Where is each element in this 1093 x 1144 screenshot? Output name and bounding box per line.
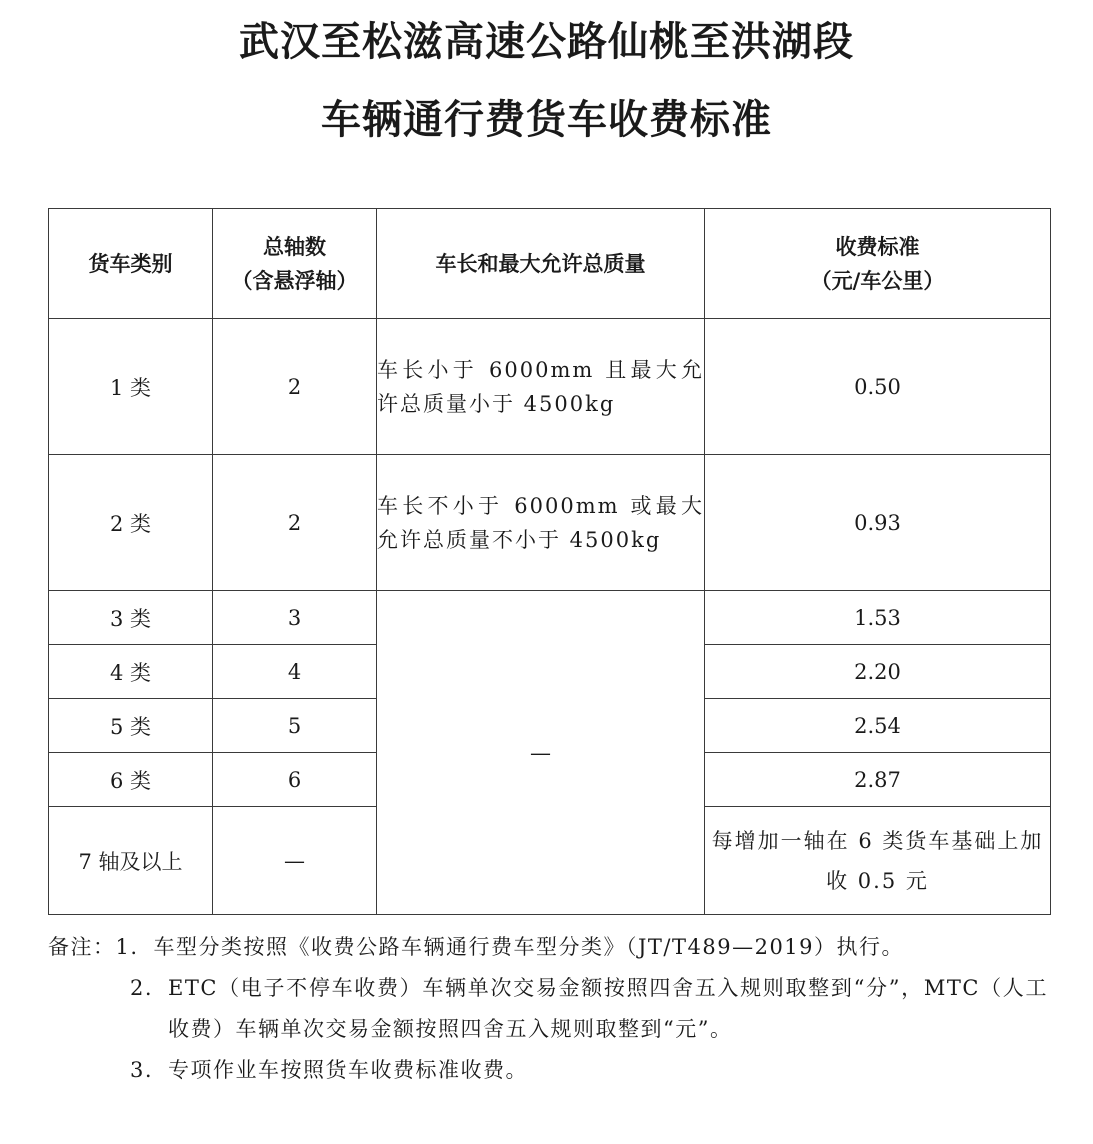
- cell-category: 3 类: [49, 591, 213, 645]
- cell-category: 1 类: [49, 319, 213, 455]
- header-axles: 总轴数 （含悬浮轴）: [213, 209, 377, 319]
- note-number: 3.: [130, 1058, 154, 1082]
- cell-category: 6 类: [49, 753, 213, 807]
- cell-rate: 0.93: [705, 455, 1051, 591]
- table-row: [49, 591, 1051, 645]
- cell-rate: 1.53: [705, 591, 1051, 645]
- cell-category: 4 类: [49, 645, 213, 699]
- note-text: 专项作业车按照货车收费标准收费。: [168, 1058, 528, 1082]
- toll-rate-table: [48, 208, 1051, 915]
- notes-label: 备注：: [48, 935, 116, 959]
- notes-section: [48, 927, 1048, 1091]
- document-title-line2: 车辆通行费货车收费标准: [321, 97, 772, 143]
- cell-axles: 2: [213, 319, 377, 455]
- cell-rate: 2.20: [705, 645, 1051, 699]
- note-number: 2.: [130, 976, 154, 1000]
- note-text: 车型分类按照《收费公路车辆通行费车型分类》（JT/T489—2019）执行。: [153, 935, 905, 959]
- cell-spec: 车长小于 6000mm 且最大允许总质量小于 4500kg: [377, 319, 705, 455]
- cell-rate: 2.54: [705, 699, 1051, 753]
- cell-spec-merged: —: [377, 591, 705, 915]
- cell-rate: 2.87: [705, 753, 1051, 807]
- cell-rate: 0.50: [705, 319, 1051, 455]
- note-item-3: [48, 1050, 1048, 1091]
- table-row: [49, 319, 1051, 455]
- note-number: 1.: [115, 935, 139, 959]
- document-title-line1: 武汉至松滋高速公路仙桃至洪湖段: [239, 19, 854, 65]
- table-row: [49, 455, 1051, 591]
- cell-rate: 每增加一轴在 6 类货车基础上加收 0.5 元: [705, 807, 1051, 915]
- header-category: 货车类别: [49, 209, 213, 319]
- cell-spec: 车长不小于 6000mm 或最大允许总质量不小于 4500kg: [377, 455, 705, 591]
- note-item-2: [48, 968, 1048, 1050]
- cell-axles: 3: [213, 591, 377, 645]
- cell-category: 5 类: [49, 699, 213, 753]
- header-spec: 车长和最大允许总质量: [377, 209, 705, 319]
- cell-category: 7 轴及以上: [49, 807, 213, 915]
- cell-axles: 6: [213, 753, 377, 807]
- cell-axles: 2: [213, 455, 377, 591]
- cell-axles: 5: [213, 699, 377, 753]
- cell-category: 2 类: [49, 455, 213, 591]
- cell-axles: 4: [213, 645, 377, 699]
- table-header-row: [49, 209, 1051, 319]
- cell-axles: —: [213, 807, 377, 915]
- note-item-1: [48, 927, 1048, 968]
- note-text: ETC（电子不停车收费）车辆单次交易金额按照四舍五入规则取整到“分”，MTC（人工收费）车辆单次交易金额按照四舍五入规则取整到“元”。: [168, 976, 1048, 1041]
- header-rate: 收费标准 （元/车公里）: [705, 209, 1051, 319]
